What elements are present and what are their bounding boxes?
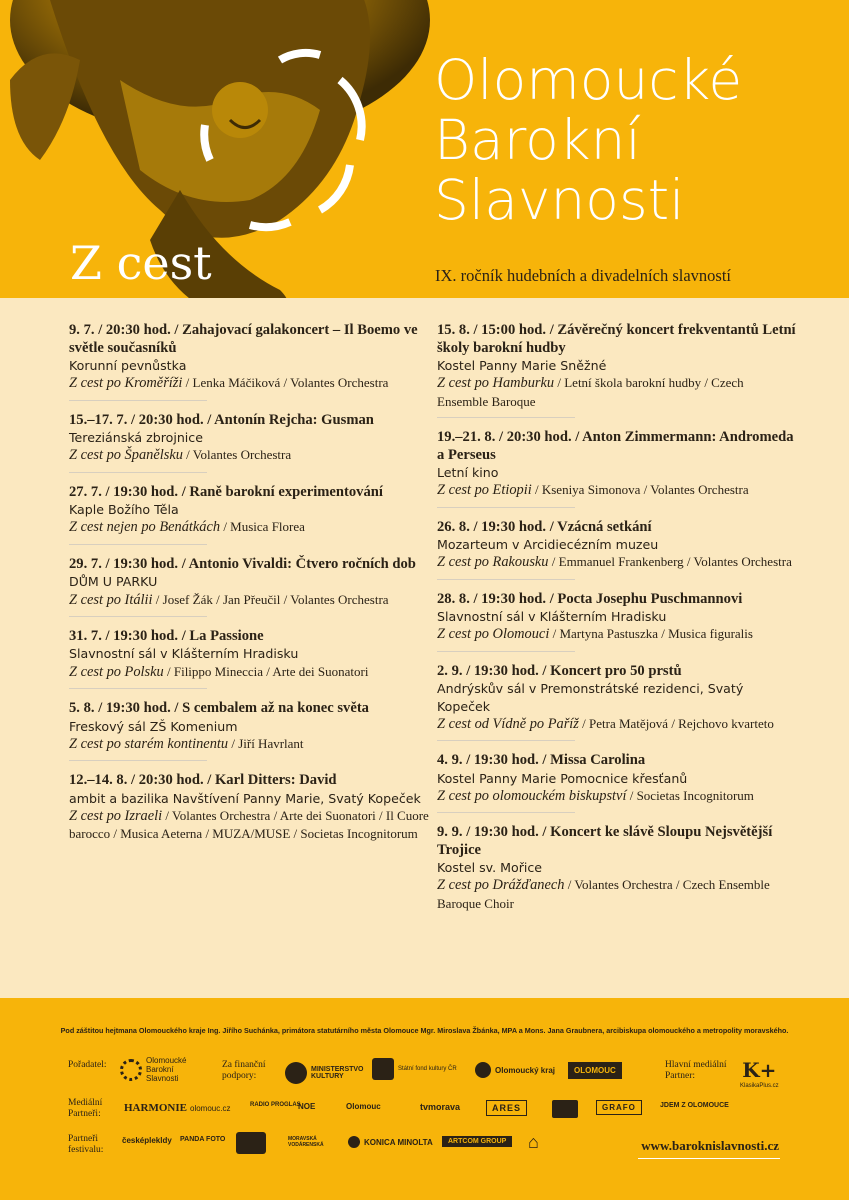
media-logo: ARES — [486, 1100, 527, 1116]
event-route: Z cest po starém kontinentu — [69, 735, 229, 752]
event-artists: / Societas Incognitorum — [626, 787, 754, 803]
theme-subtitle: Z cest — [70, 236, 212, 290]
event-item — [69, 412, 429, 473]
media-logo: RADIO PROGLAS — [250, 1102, 301, 1108]
website-underline — [638, 1158, 780, 1159]
title-line: Barokní — [434, 108, 641, 172]
event-route: Z cest nejen po Benátkách — [69, 519, 221, 536]
event-item — [437, 752, 797, 813]
event-artists: / Josef Žák / Jan Přeučil / Volantes Orchestra — [152, 591, 389, 607]
event-performers — [437, 715, 797, 733]
event-heading: 26. 8. / 19:30 hod. / Vzácná setkání — [437, 518, 652, 535]
organizer-label: Pořadatel: — [68, 1060, 107, 1070]
logo-text: KlasikaPlus.cz — [740, 1083, 779, 1089]
ring-icon — [120, 1059, 142, 1081]
partner-logo — [348, 1136, 433, 1148]
event-heading: 9. 7. / 20:30 hod. / Zahajovací galakoncert – Il Boemo ve světle současníků — [69, 322, 418, 356]
logo-text: KONICA MINOLTA — [364, 1137, 433, 1147]
title-line: Slavnosti — [434, 168, 685, 232]
event-heading: 12.–14. 8. / 20:30 hod. / Karl Ditters: David — [69, 772, 337, 789]
website-link[interactable]: www.baroknislavnosti.cz — [641, 1138, 779, 1153]
event-venue: Slavnostní sál v Klášterním Hradisku — [437, 609, 667, 625]
event-heading: 15. 8. / 15:00 hod. / Závěrečný koncert frekventantů Letní školy barokní hudby — [437, 322, 796, 356]
klasika-mark-icon: K+ — [742, 1058, 777, 1082]
event-route: Z cest po Izraeli — [69, 807, 163, 824]
event-venue: Korunní pevnůstka — [69, 358, 187, 373]
event-heading: 19.–21. 8. / 20:30 hod. / Anton Zimmermann: Andromeda a Perseus — [437, 429, 794, 463]
atlas-statue-image — [0, 0, 440, 298]
event-performers — [437, 553, 797, 571]
event-artists: / Kseniya Simonova / Volantes Orchestra — [531, 482, 749, 498]
partner-logo — [236, 1132, 266, 1154]
event-item — [437, 591, 797, 652]
event-heading: 31. 7. / 19:30 hod. / La Passione — [69, 627, 264, 644]
poster-header — [0, 0, 849, 298]
event-heading: 29. 7. / 19:30 hod. / Antonio Vivaldi: Čtvero ročních dob — [69, 555, 416, 572]
event-heading: 5. 8. / 19:30 hod. / S cembalem až na konec světa — [69, 700, 369, 717]
event-venue: Kostel Panny Marie Pomocnice křesťanů — [437, 770, 688, 786]
event-route: Z cest od Vídně po Paříž — [437, 715, 579, 732]
konica-icon — [348, 1136, 360, 1148]
event-artists: / Petra Matějová / Rejchovo kvarteto — [578, 715, 774, 731]
event-item — [437, 322, 797, 418]
house-icon: ⌂ — [528, 1132, 539, 1152]
event-item — [437, 429, 797, 508]
organizer-logo-text: Olomoucké Barokní Slavnosti — [146, 1056, 187, 1083]
event-venue: Kaple Božího Těla — [69, 502, 179, 518]
event-venue: Letní kino — [437, 465, 499, 481]
event-artists: / Filippo Mineccia / Arte dei Suonatori — [163, 663, 369, 679]
media-logo: olomouc.cz — [190, 1104, 231, 1113]
state-fund-logo — [372, 1058, 457, 1080]
media-label: Mediální Partneři: — [68, 1098, 103, 1119]
event-heading: 9. 9. / 19:30 hod. / Koncert ke slávě Sloupu Nejsvětější Trojice — [437, 824, 773, 858]
event-route: Z cest po Kroměříži — [69, 375, 183, 392]
event-artists: / Musica Florea — [220, 519, 305, 535]
event-venue: Kostel sv. Mořice — [437, 860, 543, 876]
media-logo: JDEM Z OLOMOUCE — [660, 1102, 729, 1109]
partner-logo — [528, 1132, 539, 1153]
event-venue: Kostel Panny Marie Sněžné — [437, 358, 607, 373]
event-heading: 27. 7. / 19:30 hod. / Raně barokní experimentování — [69, 483, 383, 500]
event-performers — [69, 591, 429, 609]
event-item — [437, 663, 797, 741]
partners-label: Partneři festivalu: — [68, 1134, 104, 1155]
poster-footer — [0, 998, 849, 1200]
event-venue: Mozarteum v Arcidiecézním muzeu — [437, 537, 659, 553]
event-item — [437, 519, 797, 580]
event-item — [69, 628, 429, 689]
event-performers — [69, 374, 429, 392]
event-performers — [69, 446, 429, 464]
ministry-logo — [285, 1062, 364, 1084]
event-artists: / Lenka Máčiková / Volantes Orchestra — [182, 375, 389, 391]
event-artists: / Volantes Orchestra — [182, 447, 292, 463]
coat-of-arms-icon — [372, 1058, 394, 1080]
event-route: Z cest po Polsku — [69, 663, 164, 680]
event-performers — [437, 374, 797, 410]
star-icon — [475, 1062, 491, 1078]
event-performers — [437, 481, 797, 499]
edition-tagline: IX. ročník hudebních a divadelních slavností — [435, 266, 732, 285]
event-item — [69, 772, 429, 851]
logo-text: Olomoucký kraj — [495, 1065, 556, 1075]
media-logo: GRAFO — [596, 1100, 642, 1115]
event-route: Z cest po Hamburku — [437, 375, 555, 392]
media-logo: NOE — [298, 1102, 316, 1111]
event-venue: Slavnostní sál v Klášterním Hradisku — [69, 646, 299, 662]
event-venue: DŮM U PARKU — [69, 574, 158, 590]
event-heading: 4. 9. / 19:30 hod. / Missa Carolina — [437, 752, 646, 769]
media-logo — [552, 1100, 578, 1118]
event-venue: Freskový sál ZŠ Komenium — [69, 718, 238, 734]
event-route: Z cest po Etiopii — [437, 482, 532, 499]
logo-text: MINISTERSTVO KULTURY — [311, 1066, 364, 1080]
event-route: Z cest po olomouckém biskupství — [437, 787, 627, 804]
partner-logo: česképlekldy — [122, 1136, 172, 1145]
event-venue: ambit a bazilika Navštívení Panny Marie, Svatý Kopeček — [69, 790, 421, 806]
partner-emblem-icon — [236, 1132, 266, 1154]
media-badge-icon — [552, 1100, 578, 1118]
event-venue: Andrýskův sál v Premonstrátské rezidenci, Svatý Kopeček — [437, 681, 744, 714]
event-heading: 28. 8. / 19:30 hod. / Pocta Josephu Puschmannovi — [437, 590, 743, 607]
event-route: Z cest po Drážďanech — [437, 877, 565, 894]
main-media-label: Hlavní mediální Partner: — [665, 1060, 727, 1081]
city-logo: OLOMOUC — [568, 1062, 622, 1079]
event-performers — [437, 625, 797, 643]
event-performers — [69, 663, 429, 681]
event-performers — [437, 876, 797, 912]
event-performers — [69, 807, 429, 843]
event-route: Z cest po Olomouci — [437, 626, 550, 643]
media-logo: tvmorava — [420, 1102, 461, 1112]
event-artists: / Emmanuel Frankenberg / Volantes Orchestra — [548, 554, 792, 570]
event-performers — [69, 735, 429, 753]
event-heading: 15.–17. 7. / 20:30 hod. / Antonín Rejcha: Gusman — [69, 411, 374, 428]
klasika-logo — [740, 1058, 779, 1089]
patronage-note: Pod záštitou hejtmana Olomouckého kraje Ing. Jiřího Suchánka, primátora statutárního města Olomouce Mgr. Miroslava Žbánka, MPA a Mons. Jana Graubnera, arcibiskupa olomouckého a metropolity moravského. — [60, 1026, 789, 1035]
event-performers — [437, 787, 797, 805]
event-artists: / Letní škola barokní hudby / Czech Ensemble Baroque — [437, 375, 744, 409]
partner-logo: PANDA FOTO — [180, 1136, 226, 1143]
media-logo: Olomouc — [346, 1102, 381, 1111]
event-item — [69, 484, 429, 545]
event-venue: Tereziánská zbrojnice — [69, 430, 203, 446]
ministry-icon — [285, 1062, 307, 1084]
event-item — [437, 824, 797, 920]
event-artists: / Martyna Pastuszka / Musica figuralis — [549, 626, 753, 642]
program-column-right — [437, 322, 797, 931]
event-artists: / Volantes Orchestra / Czech Ensemble Baroque Choir — [437, 877, 770, 911]
event-item — [69, 700, 429, 761]
event-route: Z cest po Rakousku — [437, 554, 549, 571]
region-logo — [475, 1062, 555, 1078]
festival-title — [434, 50, 742, 230]
program-column-left — [69, 322, 429, 862]
partner-logo: ARTCOM GROUP — [442, 1136, 512, 1147]
event-heading: 2. 9. / 19:30 hod. / Koncert pro 50 prstů — [437, 662, 682, 679]
funding-label: Za finanční podpory: — [222, 1060, 266, 1081]
event-route: Z cest po Španělsku — [69, 447, 183, 464]
title-line: Olomoucké — [434, 48, 743, 112]
event-route: Z cest po Itálii — [69, 591, 153, 608]
event-artists: / Jiří Havrlant — [228, 735, 304, 751]
event-performers — [69, 518, 429, 536]
logo-text: Státní fond kultury ČR — [398, 1066, 457, 1072]
partner-logo: MORAVSKÁ VODÁRENSKÁ — [288, 1136, 324, 1148]
media-logo: HARMONIE — [124, 1102, 187, 1114]
organizer-logo — [120, 1056, 206, 1083]
event-item — [69, 556, 429, 617]
event-artists: / Volantes Orchestra / Arte dei Suonatori / Il Cuore barocco / Musica Aeterna / MUZA/MUSE / Societas Incognitorum — [69, 807, 429, 842]
event-item — [69, 322, 429, 401]
